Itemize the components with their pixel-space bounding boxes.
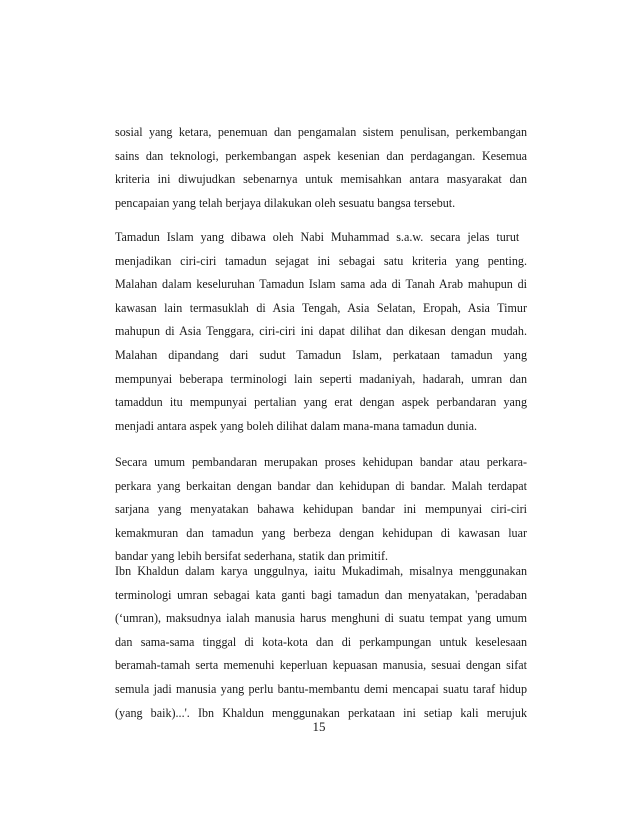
text-line: (‘umran), maksudnya ialah manusia harus menghuni di suatu tempat yang umum <box>115 611 527 626</box>
text-line: (yang baik)...'. Ibn Khaldun menggunakan perkataan ini setiap kali merujuk <box>115 705 527 720</box>
text-line: kemakmuran dan tamadun yang berbeza dengan kehidupan di kawasan luar <box>115 525 527 540</box>
text-line: kriteria ini diwujudkan sebenarnya untuk memisahkan antara masyarakat dan <box>115 172 527 187</box>
text-line: sarjana yang menyatakan bahawa kehidupan bandar ini mempunyai ciri-ciri <box>115 502 527 517</box>
paragraph-2 <box>115 226 527 438</box>
text-line: sains dan teknologi, perkembangan aspek kesenian dan perdagangan. Kesemua <box>115 148 527 163</box>
paragraph-3 <box>115 451 527 569</box>
text-line: menjadikan ciri-ciri tamadun sejagat ini sebagai satu kriteria yang penting. <box>115 253 527 268</box>
paragraph-4 <box>115 560 527 725</box>
text-line: mempunyai beberapa terminologi lain seperti madaniyah, hadarah, umran dan <box>115 371 527 386</box>
text-line: perkara yang berkaitan dengan bandar dan kehidupan di bandar. Malah terdapat <box>115 478 527 493</box>
text-line: Ibn Khaldun dalam karya unggulnya, iaitu Mukadimah, misalnya menggunakan <box>115 564 527 578</box>
text-line: menjadi antara aspek yang boleh dilihat dalam mana-mana tamadun dunia. <box>115 418 478 433</box>
text-line: semula jadi manusia yang perlu bantu-membantu demi mencapai suatu taraf hidup <box>115 681 527 696</box>
text-line: Malahan dipandang dari sudut Tamadun Islam, perkataan tamadun yang <box>115 347 527 362</box>
text-line: pencapaian yang telah berjaya dilakukan oleh sesuatu bangsa tersebut. <box>115 195 456 210</box>
text-line: terminologi umran sebagai kata ganti bagi tamadun dan menyatakan, 'peradaban <box>115 587 527 602</box>
text-line: Malahan dalam keseluruhan Tamadun Islam sama ada di Tanah Arab mahupun di <box>115 277 527 292</box>
text-line: bandar yang lebih bersifat sederhana, statik dan primitif. <box>115 549 389 564</box>
text-line: sosial yang ketara, penemuan dan pengamalan sistem penulisan, perkembangan <box>115 125 527 139</box>
paragraph-1 <box>115 121 527 215</box>
text-line: kawasan lain termasuklah di Asia Tengah, Asia Selatan, Eropah, Asia Timur <box>115 300 527 315</box>
page-number: 15 <box>312 719 326 734</box>
text-line: dan sama-sama tinggal di kota-kota dan di perkampungan untuk keselesaan <box>115 634 527 649</box>
text-line: tamaddun itu mempunyai pertalian yang erat dengan aspek perbandaran yang <box>115 395 527 410</box>
text-line: Secara umum pembandaran merupakan proses kehidupan bandar atau perkara- <box>115 455 527 469</box>
text-line: Tamadun Islam yang dibawa oleh Nabi Muhammad s.a.w. secara jelas turut <box>115 230 520 244</box>
text-line: mahupun di Asia Tenggara, ciri-ciri ini dapat dilihat dan dikesan dengan mudah. <box>115 324 527 339</box>
text-line: beramah-tamah serta memenuhi keperluan kepuasan manusia, sesuai dengan sifat <box>115 658 527 673</box>
